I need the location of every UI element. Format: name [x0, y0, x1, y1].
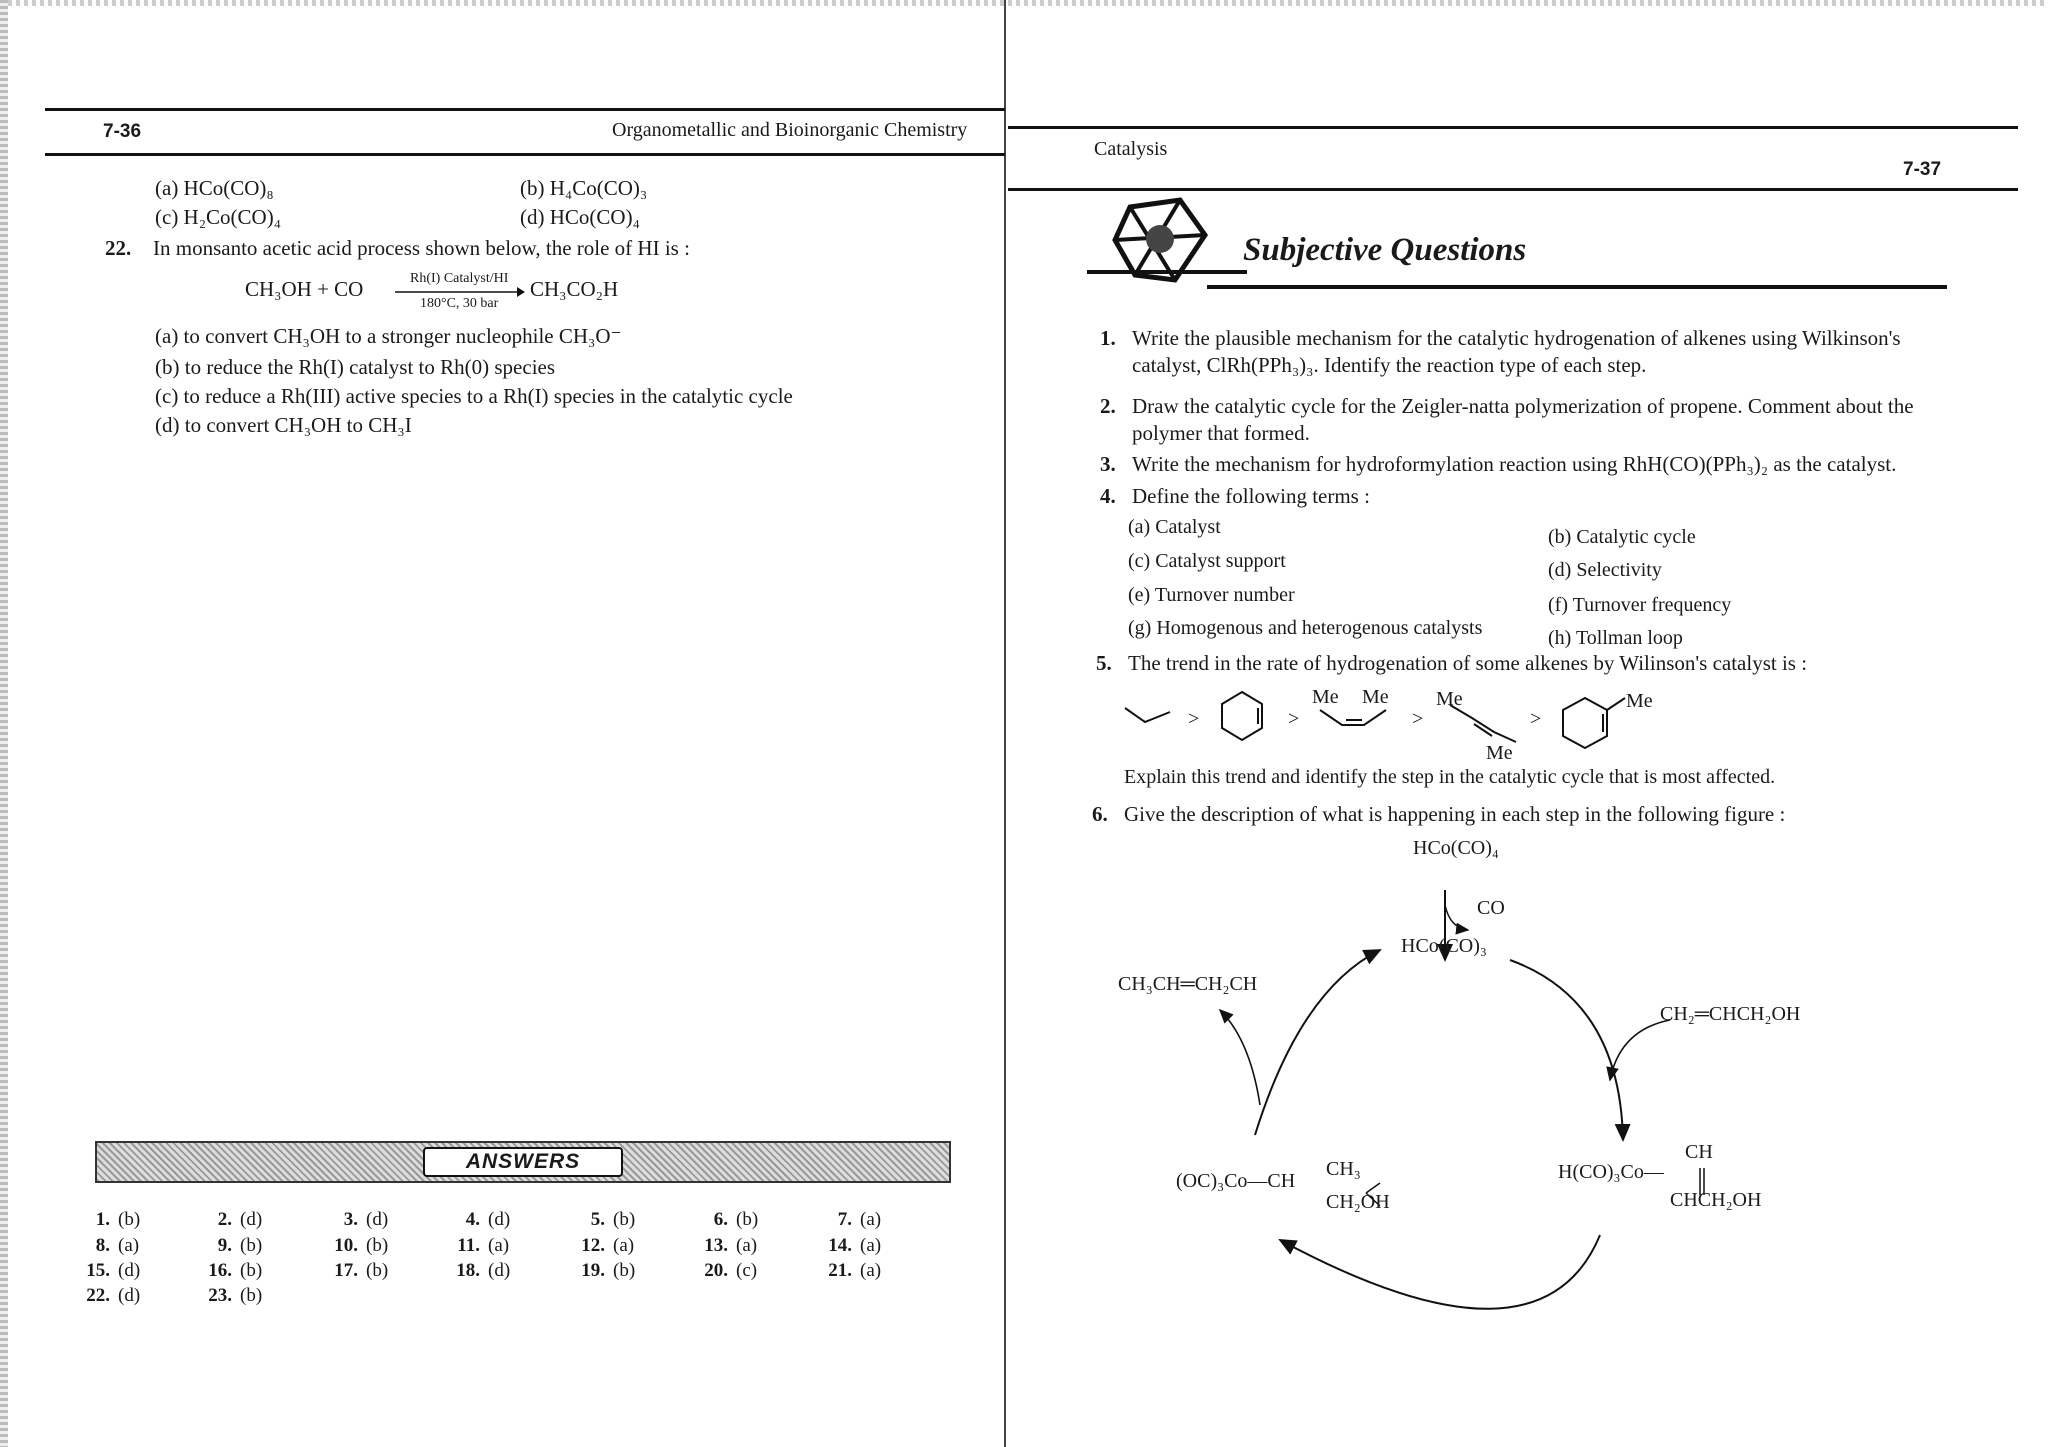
question-number: 22.	[105, 236, 132, 260]
question-number: 5.	[1096, 651, 1112, 675]
answer-choice: (b)	[366, 1235, 389, 1256]
answer-number: 17.	[334, 1260, 358, 1281]
question-number: 3.	[1100, 452, 1116, 476]
cycle-co-label: CO	[1477, 897, 1505, 919]
answer-item	[70, 1285, 140, 1307]
question-line: Write the plausible mechanism for the catalytic hydrogenation of alkenes using Wilkinson's	[1132, 326, 1901, 350]
page-top-edge	[0, 0, 2048, 6]
trend-gt-3: >	[1412, 708, 1424, 730]
answer-number: 11.	[457, 1235, 480, 1256]
section-title: Subjective Questions	[1243, 232, 1527, 268]
answer-choice: (a)	[736, 1235, 758, 1256]
question-line: polymer that formed.	[1132, 421, 1310, 445]
answer-number: 5.	[590, 1209, 605, 1230]
question-line: catalyst, ClRh(PPh₃)₃. Identify the reaction type of each step.	[1132, 353, 1647, 377]
term-d: (d) Selectivity	[1548, 559, 1662, 581]
answer-number: 4.	[465, 1209, 480, 1230]
answers-title: ANSWERS	[423, 1147, 623, 1177]
answer-choice: (d)	[366, 1209, 389, 1230]
subjective-question-4	[1100, 483, 2000, 510]
answer-item	[688, 1235, 757, 1257]
answer-number: 21.	[828, 1260, 852, 1281]
answer-choice: (b)	[366, 1260, 389, 1281]
term-c: (c) Catalyst support	[1128, 550, 1286, 572]
subjective-question-3	[1100, 451, 2000, 478]
answer-item	[565, 1235, 634, 1257]
cycle-right-complex-metal: H(CO)₃Co—	[1558, 1161, 1664, 1183]
term-e: (e) Turnover number	[1128, 584, 1295, 606]
answer-item	[318, 1209, 388, 1231]
trend-gt-2: >	[1288, 708, 1300, 730]
q21-option-c: (c) H₂Co(CO)₄	[155, 205, 282, 229]
answer-choice: (a)	[118, 1235, 140, 1256]
answer-choice: (b)	[240, 1235, 263, 1256]
q5-follow-text: Explain this trend and identify the step in the catalytic cycle that is most affected.	[1124, 766, 1776, 788]
answer-choice: (d)	[240, 1209, 263, 1230]
answer-choice: (d)	[488, 1209, 511, 1230]
answer-number: 19.	[581, 1260, 605, 1281]
question-line: Write the mechanism for hydroformylation reaction using RhH(CO)(PPh₃)₂ as the catalyst.	[1132, 452, 1897, 476]
answer-item	[688, 1209, 758, 1231]
answer-choice: (d)	[118, 1285, 141, 1306]
running-head-left: Organometallic and Bioinorganic Chemistry	[612, 119, 968, 141]
term-b: (b) Catalytic cycle	[1548, 526, 1696, 548]
subjective-question-1	[1100, 325, 2000, 379]
q22-option-b: (b) to reduce the Rh(I) catalyst to Rh(0) species	[155, 355, 556, 379]
answer-item	[70, 1260, 140, 1282]
q21-option-d: (d) HCo(CO)₄	[520, 205, 640, 229]
answer-number: 1.	[95, 1209, 110, 1230]
answer-number: 8.	[95, 1235, 110, 1256]
answer-choice: (c)	[736, 1260, 758, 1281]
answer-number: 2.	[217, 1209, 232, 1230]
header-rule-bottom	[45, 153, 1005, 156]
catalytic-cycle-diagram	[1100, 850, 1940, 1350]
answer-item	[318, 1235, 388, 1257]
term-h: (h) Tollman loop	[1548, 627, 1683, 649]
answer-number: 12.	[581, 1235, 605, 1256]
cycle-top-complex: HCo(CO)₄	[1413, 837, 1499, 859]
term-a: (a) Catalyst	[1128, 516, 1221, 538]
header-rule-top	[45, 108, 1005, 111]
answer-number: 6.	[713, 1209, 728, 1230]
answer-item	[812, 1209, 881, 1231]
answer-item	[565, 1260, 635, 1282]
answer-number: 18.	[456, 1260, 480, 1281]
answer-choice: (b)	[613, 1209, 636, 1230]
question-number: 1.	[1100, 326, 1116, 350]
answer-item	[440, 1209, 510, 1231]
cycle-left-complex-top: CH₃	[1326, 1158, 1361, 1180]
q22-option-c: (c) to reduce a Rh(III) active species to a Rh(I) species in the catalytic cycle	[155, 384, 793, 408]
answer-item	[70, 1235, 139, 1257]
answer-number: 9.	[217, 1235, 232, 1256]
answer-item	[192, 1235, 262, 1257]
cycle-right-complex-bottom: CHCH₂OH	[1670, 1189, 1762, 1211]
answer-number: 15.	[86, 1260, 110, 1281]
question-22	[105, 236, 690, 261]
answer-number: 14.	[828, 1235, 852, 1256]
answer-number: 13.	[704, 1235, 728, 1256]
title-rule-right	[1207, 285, 1947, 289]
answer-item	[812, 1260, 881, 1282]
answer-item	[440, 1260, 510, 1282]
book-edge	[0, 0, 8, 1447]
cycle-right-substrate: CH₂═CHCH₂OH	[1660, 1003, 1801, 1025]
me-label: Me	[1312, 686, 1339, 708]
answer-choice: (b)	[736, 1209, 759, 1230]
header-rule-top-right	[1008, 126, 2018, 129]
question-number: 4.	[1100, 484, 1116, 508]
subjective-question-2	[1100, 393, 2000, 447]
answer-item	[565, 1209, 635, 1231]
cycle-right-complex-top: CH	[1685, 1141, 1713, 1163]
answer-choice: (b)	[613, 1260, 636, 1281]
answer-item	[318, 1260, 388, 1282]
q22-option-a: (a) to convert CH₃OH to a stronger nucleophile CH₃O⁻	[155, 324, 622, 348]
question-line: Draw the catalytic cycle for the Zeigler-natta polymerization of propene. Comment about the	[1132, 394, 1914, 418]
reaction-reactants: CH₃OH + CO	[245, 277, 364, 301]
question-number: 6.	[1092, 802, 1108, 826]
answer-item	[70, 1209, 140, 1231]
answer-choice: (a)	[860, 1235, 882, 1256]
answer-number: 20.	[704, 1260, 728, 1281]
subjective-question-6	[1092, 801, 1992, 828]
term-f: (f) Turnover frequency	[1548, 594, 1732, 616]
trend-gt-1: >	[1188, 708, 1200, 730]
cycle-catalyst: HCo(CO)₃	[1401, 935, 1487, 957]
me-label: Me	[1436, 688, 1463, 710]
q21-option-b: (b) H₄Co(CO)₃	[520, 176, 648, 200]
answer-choice: (b)	[118, 1209, 141, 1230]
cycle-left-complex-metal: (OC)₃Co—CH	[1176, 1170, 1296, 1192]
answer-number: 22.	[86, 1285, 110, 1306]
page-number-left: 7-36	[103, 121, 142, 142]
question-line: The trend in the rate of hydrogenation of some alkenes by Wilinson's catalyst is :	[1128, 651, 1808, 675]
question-line: Define the following terms :	[1132, 484, 1370, 508]
q21-option-a: (a) HCo(CO)₈	[155, 176, 274, 200]
question-text: In monsanto acetic acid process shown below, the role of HI is :	[153, 236, 690, 260]
title-rule-left	[1087, 270, 1247, 274]
me-label: Me	[1486, 742, 1513, 764]
answer-choice: (a)	[488, 1235, 510, 1256]
answer-item	[440, 1235, 509, 1257]
section-logo-icon	[1105, 195, 1220, 290]
answer-number: 7.	[837, 1209, 852, 1230]
header-rule-bottom-right	[1008, 188, 2018, 191]
subjective-question-5	[1096, 650, 1996, 677]
answer-choice: (b)	[240, 1260, 263, 1281]
reaction-arrow-top: Rh(I) Catalyst/HI	[410, 271, 509, 286]
answer-number: 10.	[334, 1235, 358, 1256]
answer-choice: (a)	[860, 1209, 882, 1230]
cycle-left-product: CH₃CH═CH₂CH	[1118, 973, 1258, 995]
answer-number: 3.	[343, 1209, 358, 1230]
answer-item	[192, 1285, 262, 1307]
page-number-right: 7-37	[1903, 159, 1942, 180]
answer-number: 16.	[208, 1260, 232, 1281]
answer-item	[192, 1260, 262, 1282]
answer-number: 23.	[208, 1285, 232, 1306]
running-head-right: Catalysis	[1094, 138, 1168, 160]
answer-choice: (a)	[613, 1235, 635, 1256]
answer-choice: (d)	[118, 1260, 141, 1281]
question-number: 2.	[1100, 394, 1116, 418]
reaction-product: CH₃CO₂H	[530, 277, 619, 301]
me-label: Me	[1362, 686, 1389, 708]
trend-gt-4: >	[1530, 708, 1542, 730]
reaction-arrow-bottom: 180°C, 30 bar	[420, 296, 499, 311]
cycle-left-complex-bottom: CH₂OH	[1326, 1191, 1390, 1213]
answer-item	[688, 1260, 757, 1282]
term-g: (g) Homogenous and heterogenous catalysts	[1128, 617, 1483, 639]
answer-item	[192, 1209, 262, 1231]
answer-choice: (d)	[488, 1260, 511, 1281]
answer-choice: (a)	[860, 1260, 882, 1281]
book-spine	[1004, 0, 1006, 1447]
q22-option-d: (d) to convert CH₃OH to CH₃I	[155, 413, 412, 437]
question-line: Give the description of what is happening in each step in the following figure :	[1124, 802, 1786, 826]
answer-choice: (b)	[240, 1285, 263, 1306]
me-label: Me	[1626, 690, 1653, 712]
answer-item	[812, 1235, 881, 1257]
